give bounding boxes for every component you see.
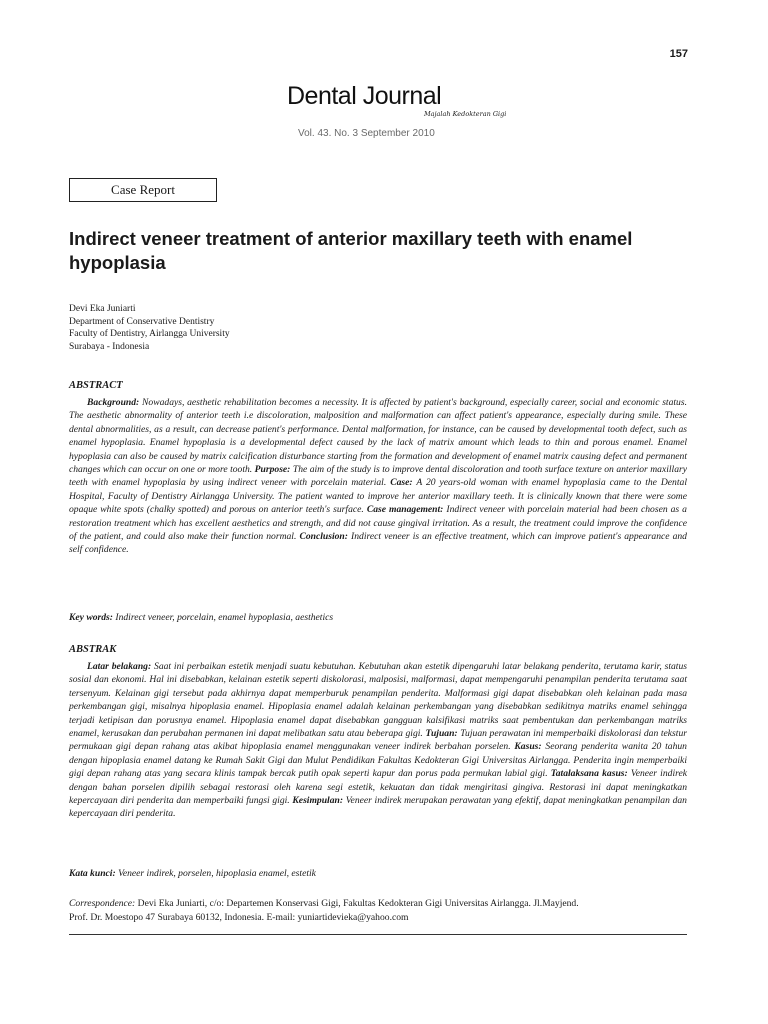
journal-subtitle: Majalah Kedokteran Gigi <box>424 110 507 118</box>
abstrak-kasus-label: Kasus: <box>514 741 542 753</box>
journal-volume: Vol. 43. No. 3 September 2010 <box>298 128 435 139</box>
abstrak-kesimpulan-text: Veneer indirek merupakan perawatan yang efektif, dapat meningkatkan penampilan dan kepercayaan diri penderita. <box>69 795 687 820</box>
keywords-text: Indirect veneer, porcelain, enamel hypoplasia, aesthetics <box>115 612 334 623</box>
abstrak-kasus-text: Seorang penderita wanita 20 tahun dengan hipoplasia enamel datang ke Rumah Sakit Gigi dan Mulut Pendidikan Fakultas Kedokteran Gigi Universitas Airlangga. Penderita ingin memperbaiki gigi depan rahang atas yang secara klinis tampak bercak putih opak seperti kapur dan porus pada permukan labial gigi. <box>69 741 687 780</box>
abstract-management-text: Indirect veneer with porcelain material had been chosen as a restoration treatment which has excellent aesthetics and strength, and did not cause gingival irritation. As a result, the treatment could improve the confidence of the patient, and could also make their function normal. <box>69 504 687 543</box>
author-location: Surabaya - Indonesia <box>69 341 150 352</box>
abstrak-tatalaksana-label: Tatalaksana kasus: <box>550 768 628 780</box>
kata-kunci-line <box>69 868 687 879</box>
abstract-case-text: A 20 years-old woman with enamel hypoplasia came to the Dental Hospital, Faculty of Dentistry Airlangga University. The patient wanted to improve her anterior maxillary teeth. It is clinically known that there were some opaque white spots (chalky spotted) and porous on anterior teeth's surface. <box>69 477 687 516</box>
journal-name: Dental Journal <box>287 82 442 110</box>
journal-masthead <box>287 82 507 118</box>
abstrak-tatalaksana-text: Veneer indirek dengan bahan porselen dipilih sebagai restorasi oleh karena segi estetik, kekuatan dan tidak mengiritasi gingiva. Restorasi ini dapat meningkatkan kepercayaan diri penderita dan memperbaiki fungsi gigi. <box>69 768 687 807</box>
author-affiliation-2: Faculty of Dentistry, Airlangga University <box>69 329 230 339</box>
abstract-heading: ABSTRACT <box>69 380 123 391</box>
abstract-purpose-label: Purpose: <box>254 464 291 476</box>
abstrak-body <box>69 660 687 821</box>
abstract-conclusion-label: Conclusion: <box>299 531 348 543</box>
abstrak-latar-label: Latar belakang: <box>87 661 152 672</box>
author-block <box>69 303 230 353</box>
correspondence-text-1: Devi Eka Juniarti, c/o: Departemen Konservasi Gigi, Fakultas Kedokteran Gigi Universitas Airlangga. Jl.Mayjend. <box>137 898 579 909</box>
abstract-purpose-text: The aim of the study is to improve dental discoloration and tooth surface texture on anterior maxillary teeth with enamel hypoplasia by using indirect veneer with porcelain material. <box>69 464 687 489</box>
abstract-body <box>69 396 687 557</box>
correspondence-label: Correspondence: <box>69 898 136 909</box>
abstrak-kesimpulan-label: Kesimpulan: <box>292 795 344 807</box>
keywords-line <box>69 612 687 623</box>
abstract-case-label: Case: <box>390 477 413 489</box>
author-affiliation-1: Department of Conservative Dentistry <box>69 316 215 327</box>
abstract-conclusion-text: Indirect veneer is an effective treatment, which can improve patient's appearance and self confidence. <box>69 531 687 556</box>
abstract-background-text: Nowadays, aesthetic rehabilitation becomes a necessity. It is affected by patient's background, especially career, social and economic status. The aesthetic abnormality of anterior teeth i.e discoloration, malposition and malformation can affect patient's appearance, especially during smile. These dental abnormalities, as a result, can decrease patient's performance. Dental malformation, for instance, can be caused by developmental tooth defect, such as enamel hypoplasia. Enamel hypoplasia is a developmental defect caused by the lack of matrix amount which leads to thin and porous enamel. Enamel hypoplasia can also be caused by matrix calcification disturbance starting from the formation and development of enamel matrix causing defect and permanent changes which can occur on one or more tooth. <box>69 397 687 476</box>
correspondence-line-2: Prof. Dr. Moestopo 47 Surabaya 60132, Indonesia. E-mail: yuniartidevieka@yahoo.com <box>69 912 409 923</box>
author-name: Devi Eka Juniarti <box>69 304 136 314</box>
abstrak-latar-text: Saat ini perbaikan estetik menjadi suatu kebutuhan. Kebutuhan akan estetik dipengaruhi latar belakang penderita, terutama karir, status sosial dan ekonomi. Hal ini disebabkan, kelainan estetik seperti diskolorasi, malposisi, malformasi, dapat mempengaruhi penampilan penderita terutama saat tersenyum. Kelainan gigi tersebut pada akhirnya dapat memperburuk penampilan penderita. Malformasi gigi dapat disebabkan oleh kelainan pada masa perkembangan gigi, misalnya hipoplasia enamel. Hipoplasia enamel adalah kelainan perkembangan yang disebabkan sedikitnya matriks enamel sehingga terjadi ketipisan dan porusnya enamel. Hipoplasia enamel dapat disebabkan gangguan kalsifikasi matriks saat pembentukan dan perkembangan matriks enamel, kerusakan dan perubahan permanen ini dapat melibatkan satu atau beberapa gigi. <box>69 661 687 740</box>
abstract-background-label: Background: <box>87 397 140 408</box>
correspondence-line-1 <box>69 897 687 911</box>
footer-rule <box>69 934 687 935</box>
kata-kunci-label: Kata kunci: <box>69 868 116 879</box>
keywords-label: Key words: <box>69 612 113 623</box>
correspondence-block <box>69 897 687 925</box>
abstrak-tujuan-label: Tujuan: <box>425 728 458 740</box>
abstrak-heading: ABSTRAK <box>69 644 117 655</box>
abstract-management-label: Case management: <box>366 504 444 516</box>
article-type-label: Case Report <box>111 182 175 197</box>
article-type-box <box>69 178 217 202</box>
abstrak-tujuan-text: Tujuan perawatan ini memperbaiki diskolorasi dan tekstur permukaan gigi depan rahang atas akibat hipoplasia enamel menggunakan veneer indirek berbahan porselen. <box>69 728 687 753</box>
kata-kunci-text: Veneer indirek, porselen, hipoplasia enamel, estetik <box>118 868 316 879</box>
page-number: 157 <box>669 48 688 60</box>
article-title: Indirect veneer treatment of anterior maxillary teeth with enamel hypoplasia <box>69 228 633 273</box>
